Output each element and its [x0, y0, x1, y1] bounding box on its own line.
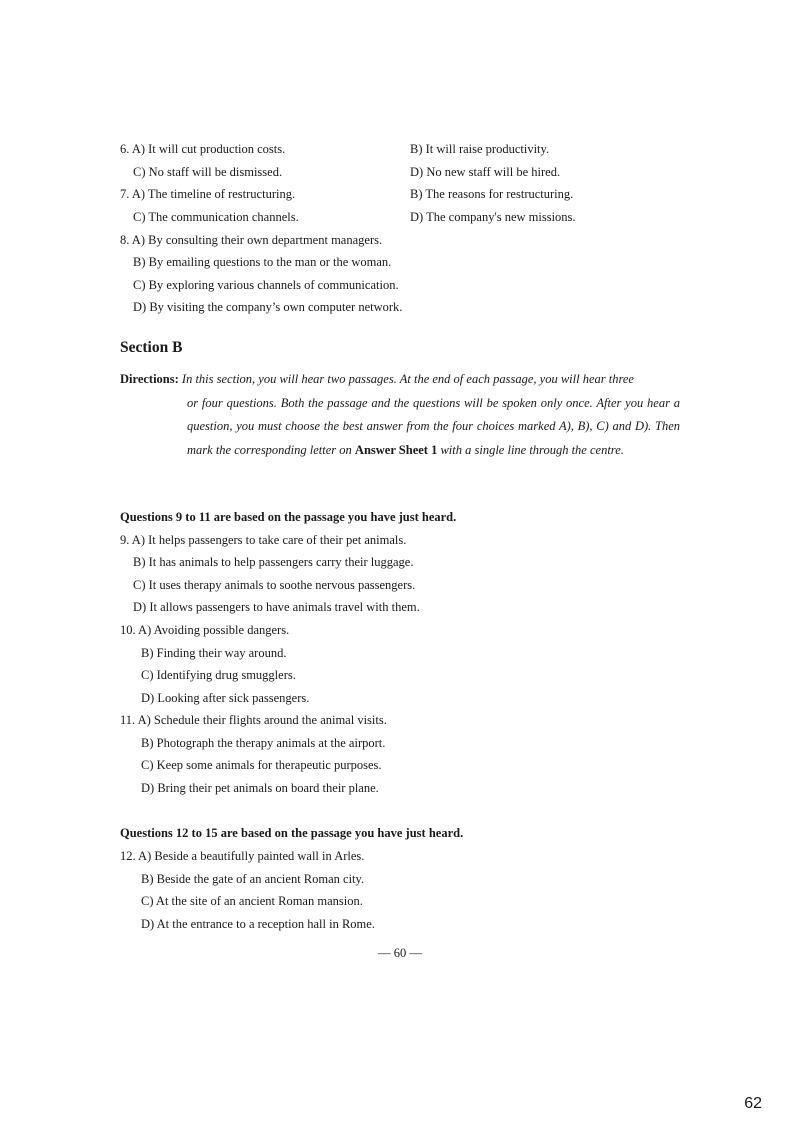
group-heading-9-11: Questions 9 to 11 are based on the passage you have just heard. [120, 510, 457, 524]
q9-option-d: D) It allows passengers to have animals travel with them. [133, 600, 420, 614]
answer-sheet-label: Answer Sheet 1 [354, 443, 438, 458]
q8-option-b: B) By emailing questions to the man or the woman. [133, 255, 392, 269]
directions-line-1: In this section, you will hear two passages. At the end of each passage, you will hear three [178, 372, 634, 386]
directions-label: Directions: [120, 372, 179, 386]
q7-option-a: 7. A) The timeline of restructuring. [120, 187, 296, 201]
q9-option-a: 9. A) It helps passengers to take care of their pet animals. [120, 533, 407, 547]
corner-page-number: 62 [744, 1095, 762, 1112]
q11-option-d: D) Bring their pet animals on board their plane. [141, 781, 379, 795]
q11-option-b: B) Photograph the therapy animals at the airport. [141, 736, 386, 750]
q12-option-d: D) At the entrance to a reception hall in Rome. [141, 917, 375, 931]
q10-option-a: 10. A) Avoiding possible dangers. [120, 623, 290, 637]
q8-option-d: D) By visiting the company’s own computer network. [133, 300, 403, 314]
q7-option-c: C) The communication channels. [133, 210, 299, 224]
directions [120, 368, 680, 463]
q12-option-c: C) At the site of an ancient Roman mansion. [141, 894, 363, 908]
q9-option-c: C) It uses therapy animals to soothe nervous passengers. [133, 578, 416, 592]
q7-option-d: D) The company's new missions. [410, 210, 576, 224]
page-number-label: — 60 — [378, 946, 422, 960]
group-heading-12-15: Questions 12 to 15 are based on the passage you have just heard. [120, 826, 464, 840]
q6-option-c: C) No staff will be dismissed. [133, 165, 283, 179]
q6-option-b: B) It will raise productivity. [410, 142, 550, 156]
q8-option-a: 8. A) By consulting their own department managers. [120, 233, 383, 247]
q12-option-b: B) Beside the gate of an ancient Roman city. [141, 872, 365, 886]
section-title: Section B [120, 339, 183, 356]
q7-option-b: B) The reasons for restructuring. [410, 187, 574, 201]
q6-option-a: 6. A) It will cut production costs. [120, 142, 286, 156]
q12-option-a: 12. A) Beside a beautifully painted wall in Arles. [120, 849, 365, 863]
q10-option-c: C) Identifying drug smugglers. [141, 668, 296, 682]
q8-option-c: C) By exploring various channels of communication. [133, 278, 399, 292]
q10-option-d: D) Looking after sick passengers. [141, 691, 310, 705]
directions-body: or four questions. Both the passage and the questions will be spoken only once. After you hear a question, you must choose the best answer from the four choices marked A), B), C) and D). Then mark the corresponding letter on Answer Sheet 1 with a single line through the centre. [187, 395, 680, 458]
q10-option-b: B) Finding their way around. [141, 646, 287, 660]
q9-option-b: B) It has animals to help passengers carry their luggage. [133, 555, 414, 569]
q6-option-d: D) No new staff will be hired. [410, 165, 561, 179]
q11-option-c: C) Keep some animals for therapeutic purposes. [141, 758, 382, 772]
q11-option-a: 11. A) Schedule their flights around the animal visits. [120, 713, 387, 727]
